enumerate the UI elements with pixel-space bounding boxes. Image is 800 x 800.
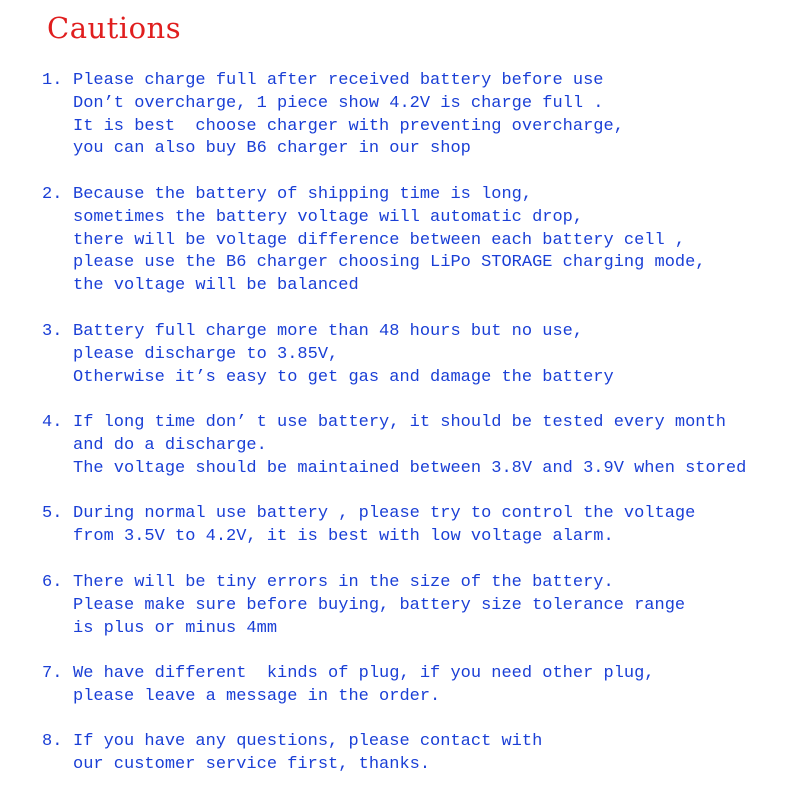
caution-text-line: our customer service first, thanks. [73, 754, 431, 774]
caution-text-line: and do a discharge. [73, 435, 267, 455]
caution-text-line: During normal use battery , please try to control the voltage [73, 504, 696, 523]
caution-text-line: Please charge full after received battery before use [73, 71, 604, 90]
caution-number: 6. [42, 573, 63, 592]
caution-text-line: We have different kinds of plug, if you need other plug, [73, 664, 655, 683]
caution-text-line: Please make sure before buying, battery size tolerance range [73, 595, 686, 615]
caution-text-line: Otherwise it’s easy to get gas and damage the battery [73, 367, 614, 387]
caution-text-line: If long time don’ t use battery, it should be tested every month [73, 413, 726, 432]
caution-text-line: please discharge to 3.85V, [73, 344, 339, 364]
caution-text-line: Don’t overcharge, 1 piece show 4.2V is charge full . [73, 93, 604, 113]
caution-text-line: is plus or minus 4mm [73, 618, 278, 638]
caution-text-line: there will be voltage difference between each battery cell , [73, 230, 686, 250]
page-title: Cautions [47, 11, 182, 45]
caution-number: 8. [42, 732, 63, 751]
caution-text-line: If you have any questions, please contact with [73, 732, 543, 751]
caution-text-line: from 3.5V to 4.2V, it is best with low voltage alarm. [73, 526, 614, 546]
caution-text-line: the voltage will be balanced [73, 276, 359, 296]
caution-number: 2. [42, 185, 63, 204]
caution-number: 3. [42, 322, 63, 341]
caution-text-line: please use the B6 charger choosing LiPo STORAGE charging mode, [73, 253, 706, 273]
caution-text-line: please leave a message in the order. [73, 686, 441, 706]
caution-number: 7. [42, 664, 63, 683]
caution-text-line: you can also buy B6 charger in our shop [73, 139, 471, 159]
caution-number: 4. [42, 413, 63, 432]
caution-text-line: The voltage should be maintained between 3.8V and 3.9V when stored [73, 458, 747, 478]
caution-text-line: Because the battery of shipping time is long, [73, 185, 533, 204]
caution-text-line: Battery full charge more than 48 hours but no use, [73, 322, 584, 341]
caution-text-line: It is best choose charger with preventing overcharge, [73, 116, 624, 136]
caution-text-line: There will be tiny errors in the size of the battery. [73, 573, 614, 592]
caution-number: 5. [42, 504, 63, 523]
caution-number: 1. [42, 71, 63, 90]
caution-text-line: sometimes the battery voltage will automatic drop, [73, 207, 584, 227]
